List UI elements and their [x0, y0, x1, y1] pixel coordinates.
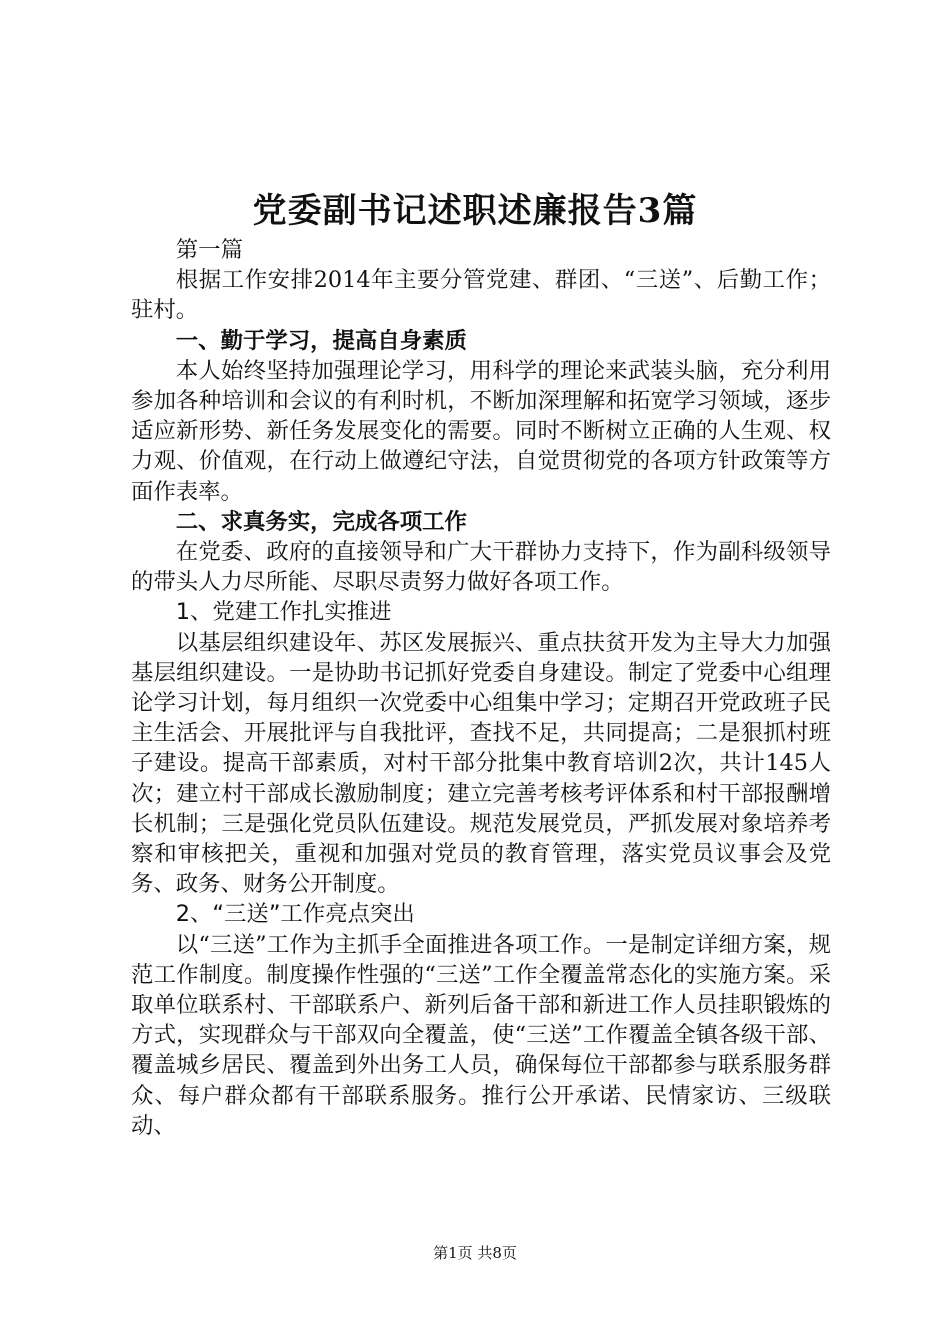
subsection-heading-2: 2、“三送”工作亮点突出 — [175, 901, 415, 928]
subsection-paragraph-1: 以基层组织建设年、苏区发展振兴、重点扶贫开发为主导大力加强基层组织建设。一是协助书记抓好党委自身建设。制定了党委中心组理论学习计划，每月组织一次党委中心组集中学习；定期召开党政班子民主生活会、开展批评与自我批评，查找不足，共同提高；二是狠抓村班子建设。提高干部素质，对村干部分批集中教育培训2次，共计145人次；建立村干部成长激励制度；建立完善考核考评体系和村干部报酬增长机制；三是强化党员队伍建设。规范发展党员，严抓发展对象培养考察和审核把关，重视和加强对党员的教育管理，落实党员议事会及党务、政务、财务公开制度。 — [131, 629, 831, 898]
document-body — [131, 235, 831, 1141]
section-heading-2: 二、求真务实，完成各项工作 — [175, 508, 467, 535]
page-footer: 第1页 共8页 — [433, 1244, 517, 1262]
section-paragraph-2: 在党委、政府的直接领导和广大干群协力支持下，作为副科级领导的带头人力尽所能、尽职尽责努力做好各项工作。 — [131, 539, 831, 596]
section-paragraph-1: 本人始终坚持加强理论学习，用科学的理论来武装头脑，充分利用参加各种培训和会议的有利时机，不断加深理解和拓宽学习领域，逐步适应新形势、新任务发展变化的需要。同时不断树立正确的人生观、权力观、价值观，在行动上做遵纪守法，自觉贯彻党的各项方针政策等方面作表率。 — [131, 357, 831, 505]
intro-paragraph: 根据工作安排2014年主要分管党建、群团、“三送”、后勤工作；驻村。 — [131, 267, 831, 324]
document-title: 党委副书记述职述廉报告3篇 — [252, 191, 698, 231]
subsection-heading-1: 1、党建工作扎实推进 — [175, 599, 392, 626]
subsection-paragraph-2: 以“三送”工作为主抓手全面推进各项工作。一是制定详细方案，规范工作制度。制度操作性强的“三送”工作全覆盖常态化的实施方案。采取单位联系村、干部联系户、新列后备干部和新进工作人员挂职锻炼的方式，实现群众与干部双向全覆盖，使“三送”工作覆盖全镇各级干部、覆盖城乡居民、覆盖到外出务工人员，确保每位干部都参与联系服务群众、每户群众都有干部联系服务。推行公开承诺、民情家访、三级联动、 — [131, 931, 831, 1139]
section-heading-1: 一、勤于学习，提高自身素质 — [175, 327, 467, 354]
part-label: 第一篇 — [175, 237, 243, 263]
